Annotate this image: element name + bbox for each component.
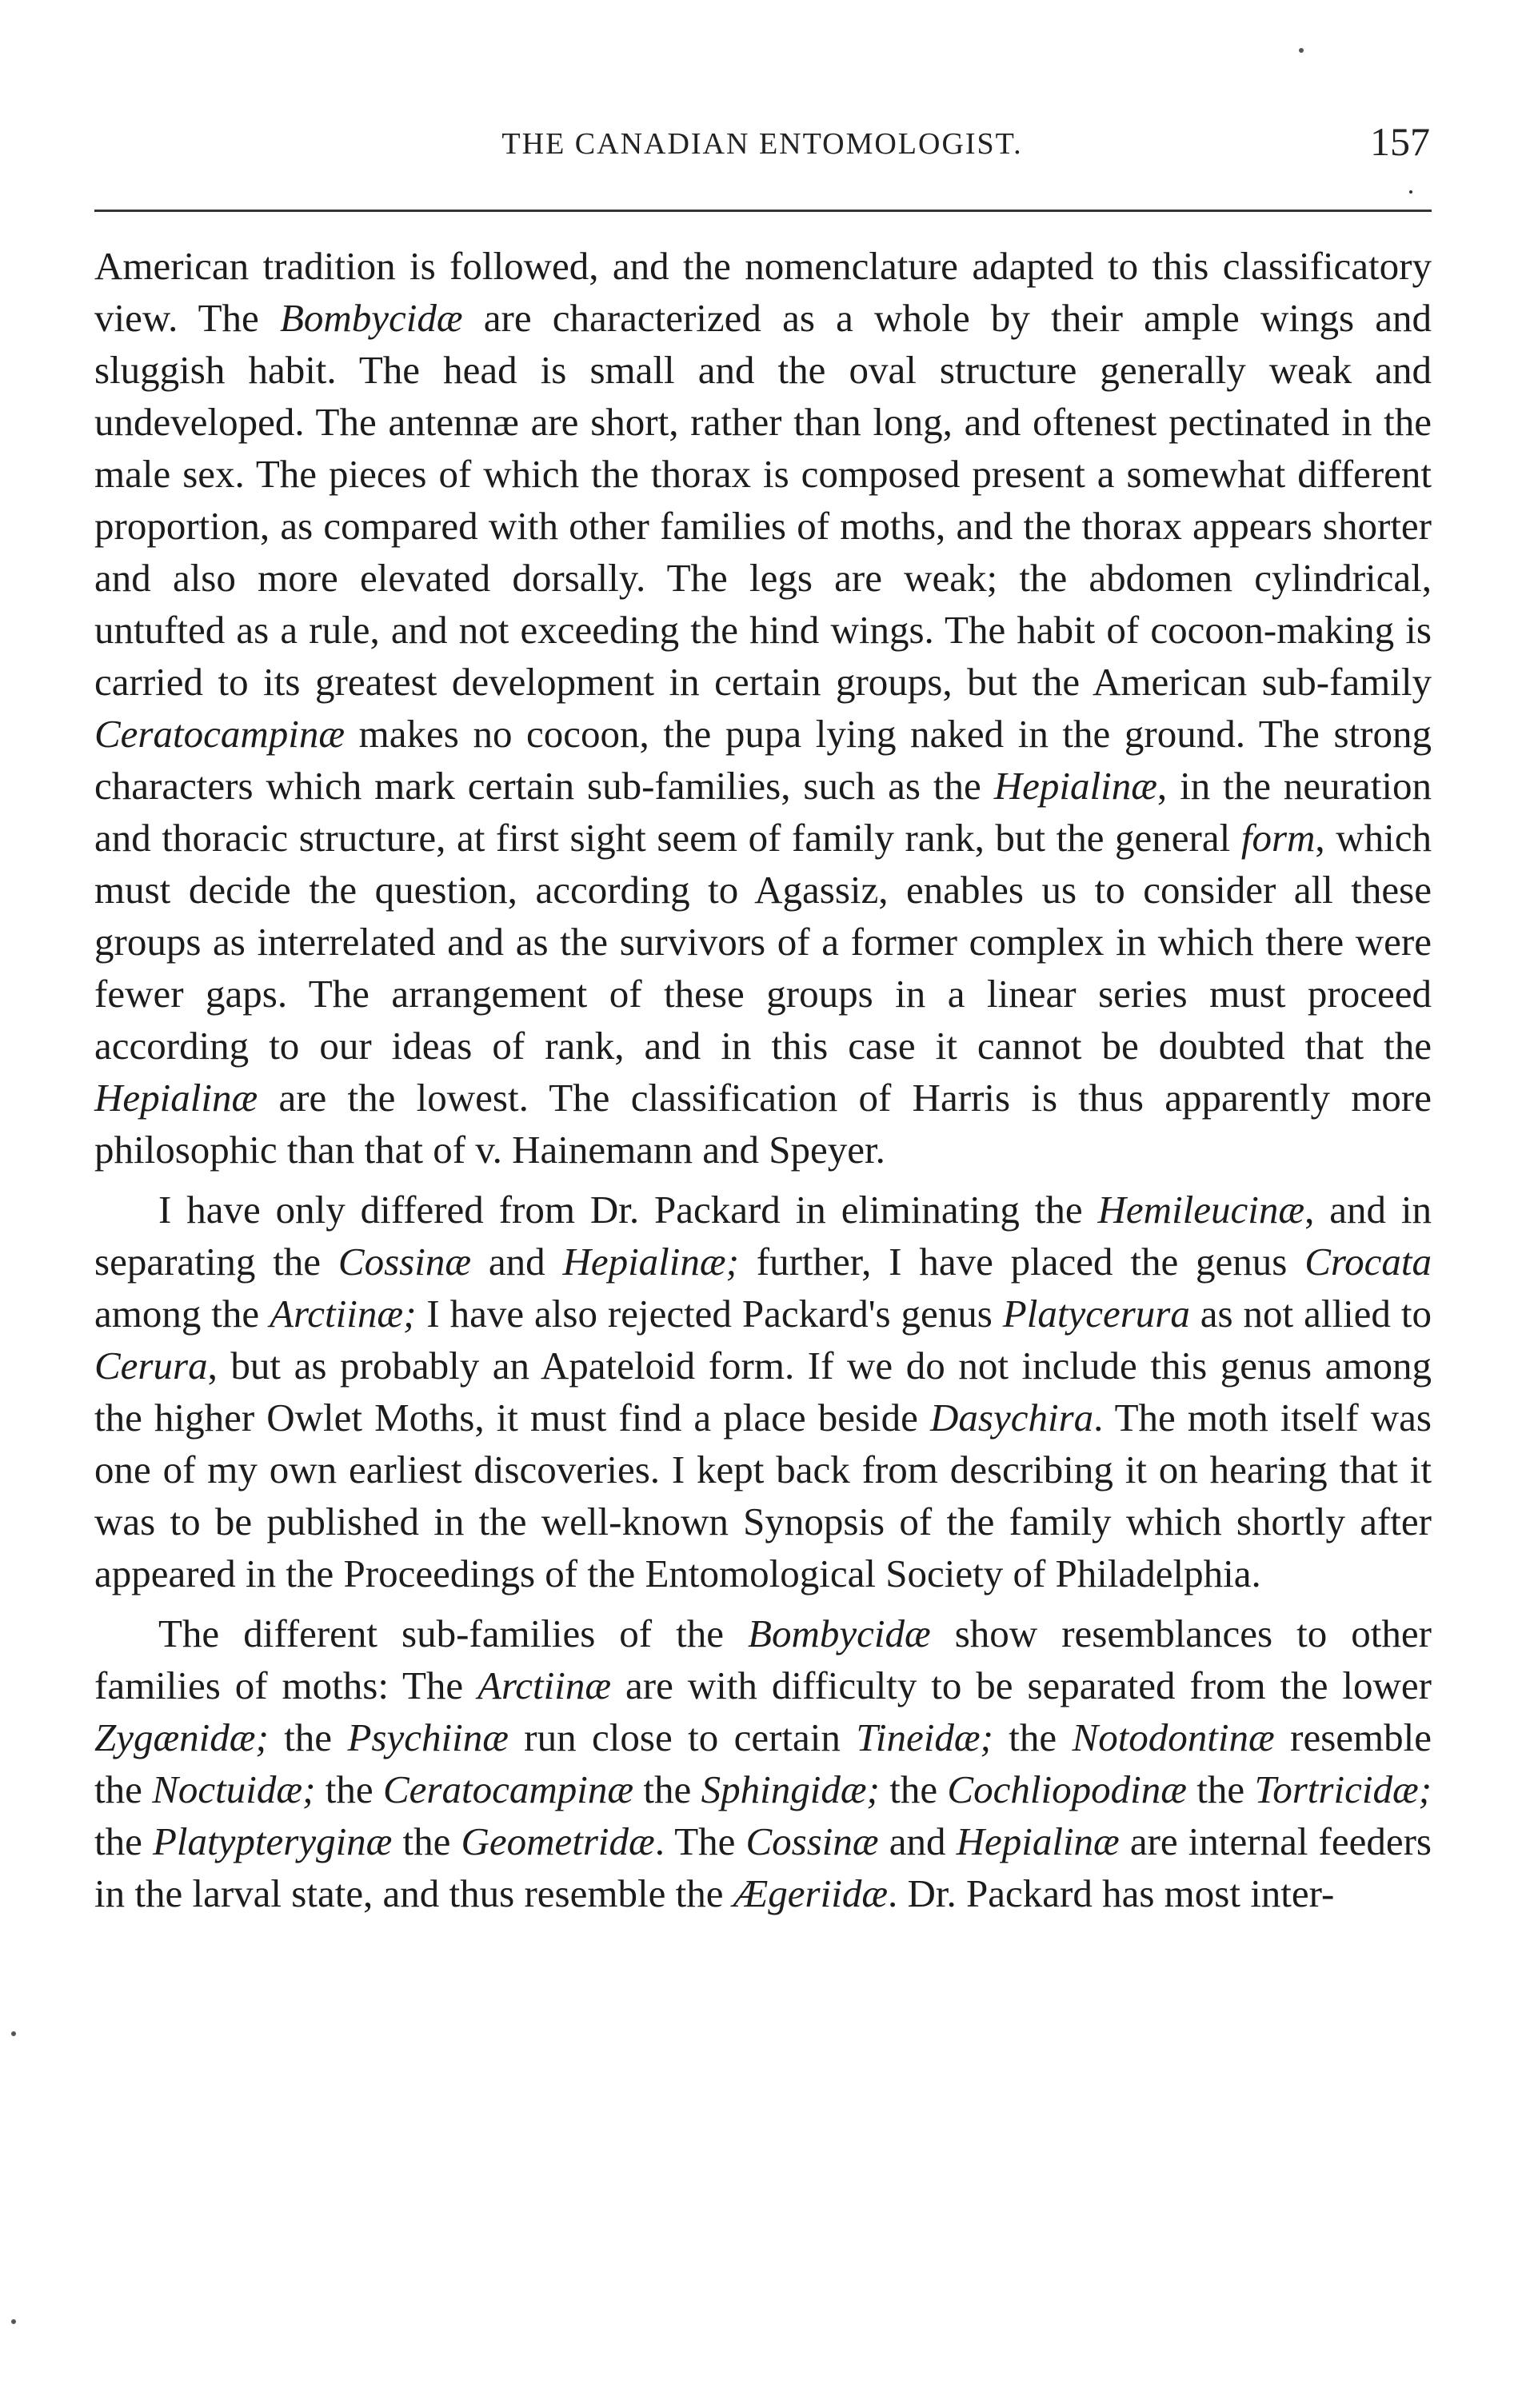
italic-taxon: Notodontinæ bbox=[1072, 1715, 1275, 1759]
italic-taxon: Dasychira bbox=[930, 1396, 1094, 1440]
text-run: makes no cocoon, the pupa lying naked in the ground. The strong characters which mark certain sub-families, such as the bbox=[94, 712, 1432, 808]
text-run: resemble the bbox=[94, 1715, 1432, 1811]
italic-taxon: Arctiinæ; bbox=[270, 1292, 417, 1336]
text-run: American tradition is followed, and the nomenclature adapted to this classificatory view. The bbox=[94, 244, 1432, 340]
text-run: the bbox=[879, 1767, 948, 1811]
text-run: . Dr. Packard has most inter- bbox=[888, 1871, 1335, 1915]
italic-taxon: Cossinæ bbox=[338, 1240, 472, 1284]
text-run: further, I have placed the genus bbox=[738, 1240, 1305, 1284]
text-run: , which must decide the question, according to Agassiz, enables us to consider all these groups as interrelated and as the survivors of a former complex in which there were fewer gaps. The arrangement of these groups in a linear series must proceed according to our ideas of rank, and in this case it cannot be doubted that the bbox=[94, 816, 1432, 1068]
running-title: THE CANADIAN ENTOMOLOGIST. bbox=[501, 127, 1023, 161]
stray-mark bbox=[11, 2319, 16, 2324]
italic-taxon: Ægeriidæ bbox=[733, 1871, 889, 1915]
italic-taxon: Platycerura bbox=[1002, 1292, 1190, 1336]
italic-taxon: Cossinæ bbox=[745, 1819, 879, 1863]
text-run: are characterized as a whole by their ample wings and sluggish habit. The head is small and the oval structure generally weak and undeveloped. The antennæ are short, rather than long, and oftenest pectinated in the male sex. The pieces of which the thorax is composed present a somewhat different proportion, as compared with other families of moths, and the thorax appears shorter and also more elevated dorsally. The legs are weak; the abdomen cylindrical, untufted as a rule, and not exceeding the hind wings. The habit of cocoon-making is carried to its greatest development in certain groups, but the American sub-family bbox=[94, 296, 1432, 704]
text-run: I have also rejected Packard's genus bbox=[416, 1292, 1003, 1336]
paragraph bbox=[94, 240, 1432, 1176]
italic-taxon: Zygænidæ; bbox=[94, 1715, 269, 1759]
text-run: among the bbox=[94, 1292, 270, 1336]
italic-taxon: form bbox=[1240, 816, 1316, 860]
text-run: . The moth itself was one of my own earliest discoveries. I kept back from describing it on hearing that it was to be published in the well-known Synopsis of the family which shortly after appeared in the Proceedings of the Entomological Society of Philadelphia. bbox=[94, 1396, 1432, 1595]
stray-mark bbox=[11, 2031, 16, 2036]
italic-taxon: Hemileucinæ bbox=[1097, 1188, 1305, 1232]
italic-taxon: Hepialinæ bbox=[956, 1819, 1120, 1863]
italic-taxon: Psychiinæ bbox=[347, 1715, 509, 1759]
text-run: as not allied to bbox=[1189, 1292, 1432, 1336]
text-run: . The bbox=[654, 1819, 746, 1863]
paragraph bbox=[94, 1184, 1432, 1599]
italic-taxon: Hepialinæ bbox=[993, 764, 1157, 808]
text-run: the bbox=[633, 1767, 701, 1811]
header-rule bbox=[94, 210, 1432, 212]
text-run: I have only differed from Dr. Packard in eliminating the bbox=[158, 1188, 1098, 1232]
italic-taxon: Hepialinæ bbox=[94, 1076, 258, 1120]
italic-taxon: Bombycidæ bbox=[279, 296, 463, 340]
italic-taxon: Sphingidæ; bbox=[701, 1767, 880, 1811]
text-run: and bbox=[471, 1240, 563, 1284]
italic-taxon: Cochliopodinæ bbox=[947, 1767, 1187, 1811]
text-run: are the lowest. The classification of Harris is thus apparently more philosophic than that of v. Hainemann and Speyer. bbox=[94, 1076, 1432, 1172]
text-run: are with difficulty to be separated from the lower bbox=[611, 1663, 1432, 1707]
text-run: the bbox=[392, 1819, 461, 1863]
text-run: are internal feeders in the larval state, and thus resemble the bbox=[94, 1819, 1432, 1915]
text-run: the bbox=[1186, 1767, 1255, 1811]
italic-taxon: Bombycidæ bbox=[748, 1611, 931, 1655]
italic-taxon: Hepialinæ; bbox=[562, 1240, 739, 1284]
text-run: the bbox=[94, 1819, 153, 1863]
italic-taxon: Crocata bbox=[1304, 1240, 1432, 1284]
text-run: the bbox=[315, 1767, 383, 1811]
italic-taxon: Noctuidæ; bbox=[152, 1767, 316, 1811]
text-run: run close to certain bbox=[508, 1715, 857, 1759]
italic-taxon: Cerura bbox=[94, 1344, 208, 1388]
page-header bbox=[94, 118, 1430, 174]
text-run: , in the neuration and thoracic structure, at first sight seem of family rank, but the general bbox=[94, 764, 1432, 860]
italic-taxon: Arctiinæ bbox=[477, 1663, 612, 1707]
italic-taxon: Platypteryginæ bbox=[152, 1819, 393, 1863]
italic-taxon: Geometridæ bbox=[461, 1819, 655, 1863]
body-text bbox=[94, 240, 1432, 1919]
text-run: the bbox=[268, 1715, 348, 1759]
text-run: show resemblances to other families of moths: The bbox=[94, 1611, 1432, 1707]
text-run: and bbox=[878, 1819, 957, 1863]
rule-mark bbox=[1409, 190, 1412, 194]
page-number: 157 bbox=[1370, 119, 1430, 164]
italic-taxon: Ceratocampinæ bbox=[94, 712, 346, 756]
text-run: the bbox=[993, 1715, 1073, 1759]
text-run: , and in separating the bbox=[94, 1188, 1432, 1284]
italic-taxon: Tineidæ; bbox=[856, 1715, 993, 1759]
text-run: , but as probably an Apateloid form. If we do not include this genus among the higher Owlet Moths, it must find a place beside bbox=[94, 1344, 1432, 1440]
italic-taxon: Ceratocampinæ bbox=[382, 1767, 634, 1811]
stray-mark bbox=[1299, 48, 1304, 53]
text-run: The different sub-families of the bbox=[158, 1611, 749, 1655]
paragraph bbox=[94, 1607, 1432, 1919]
italic-taxon: Tortricidæ; bbox=[1254, 1767, 1432, 1811]
